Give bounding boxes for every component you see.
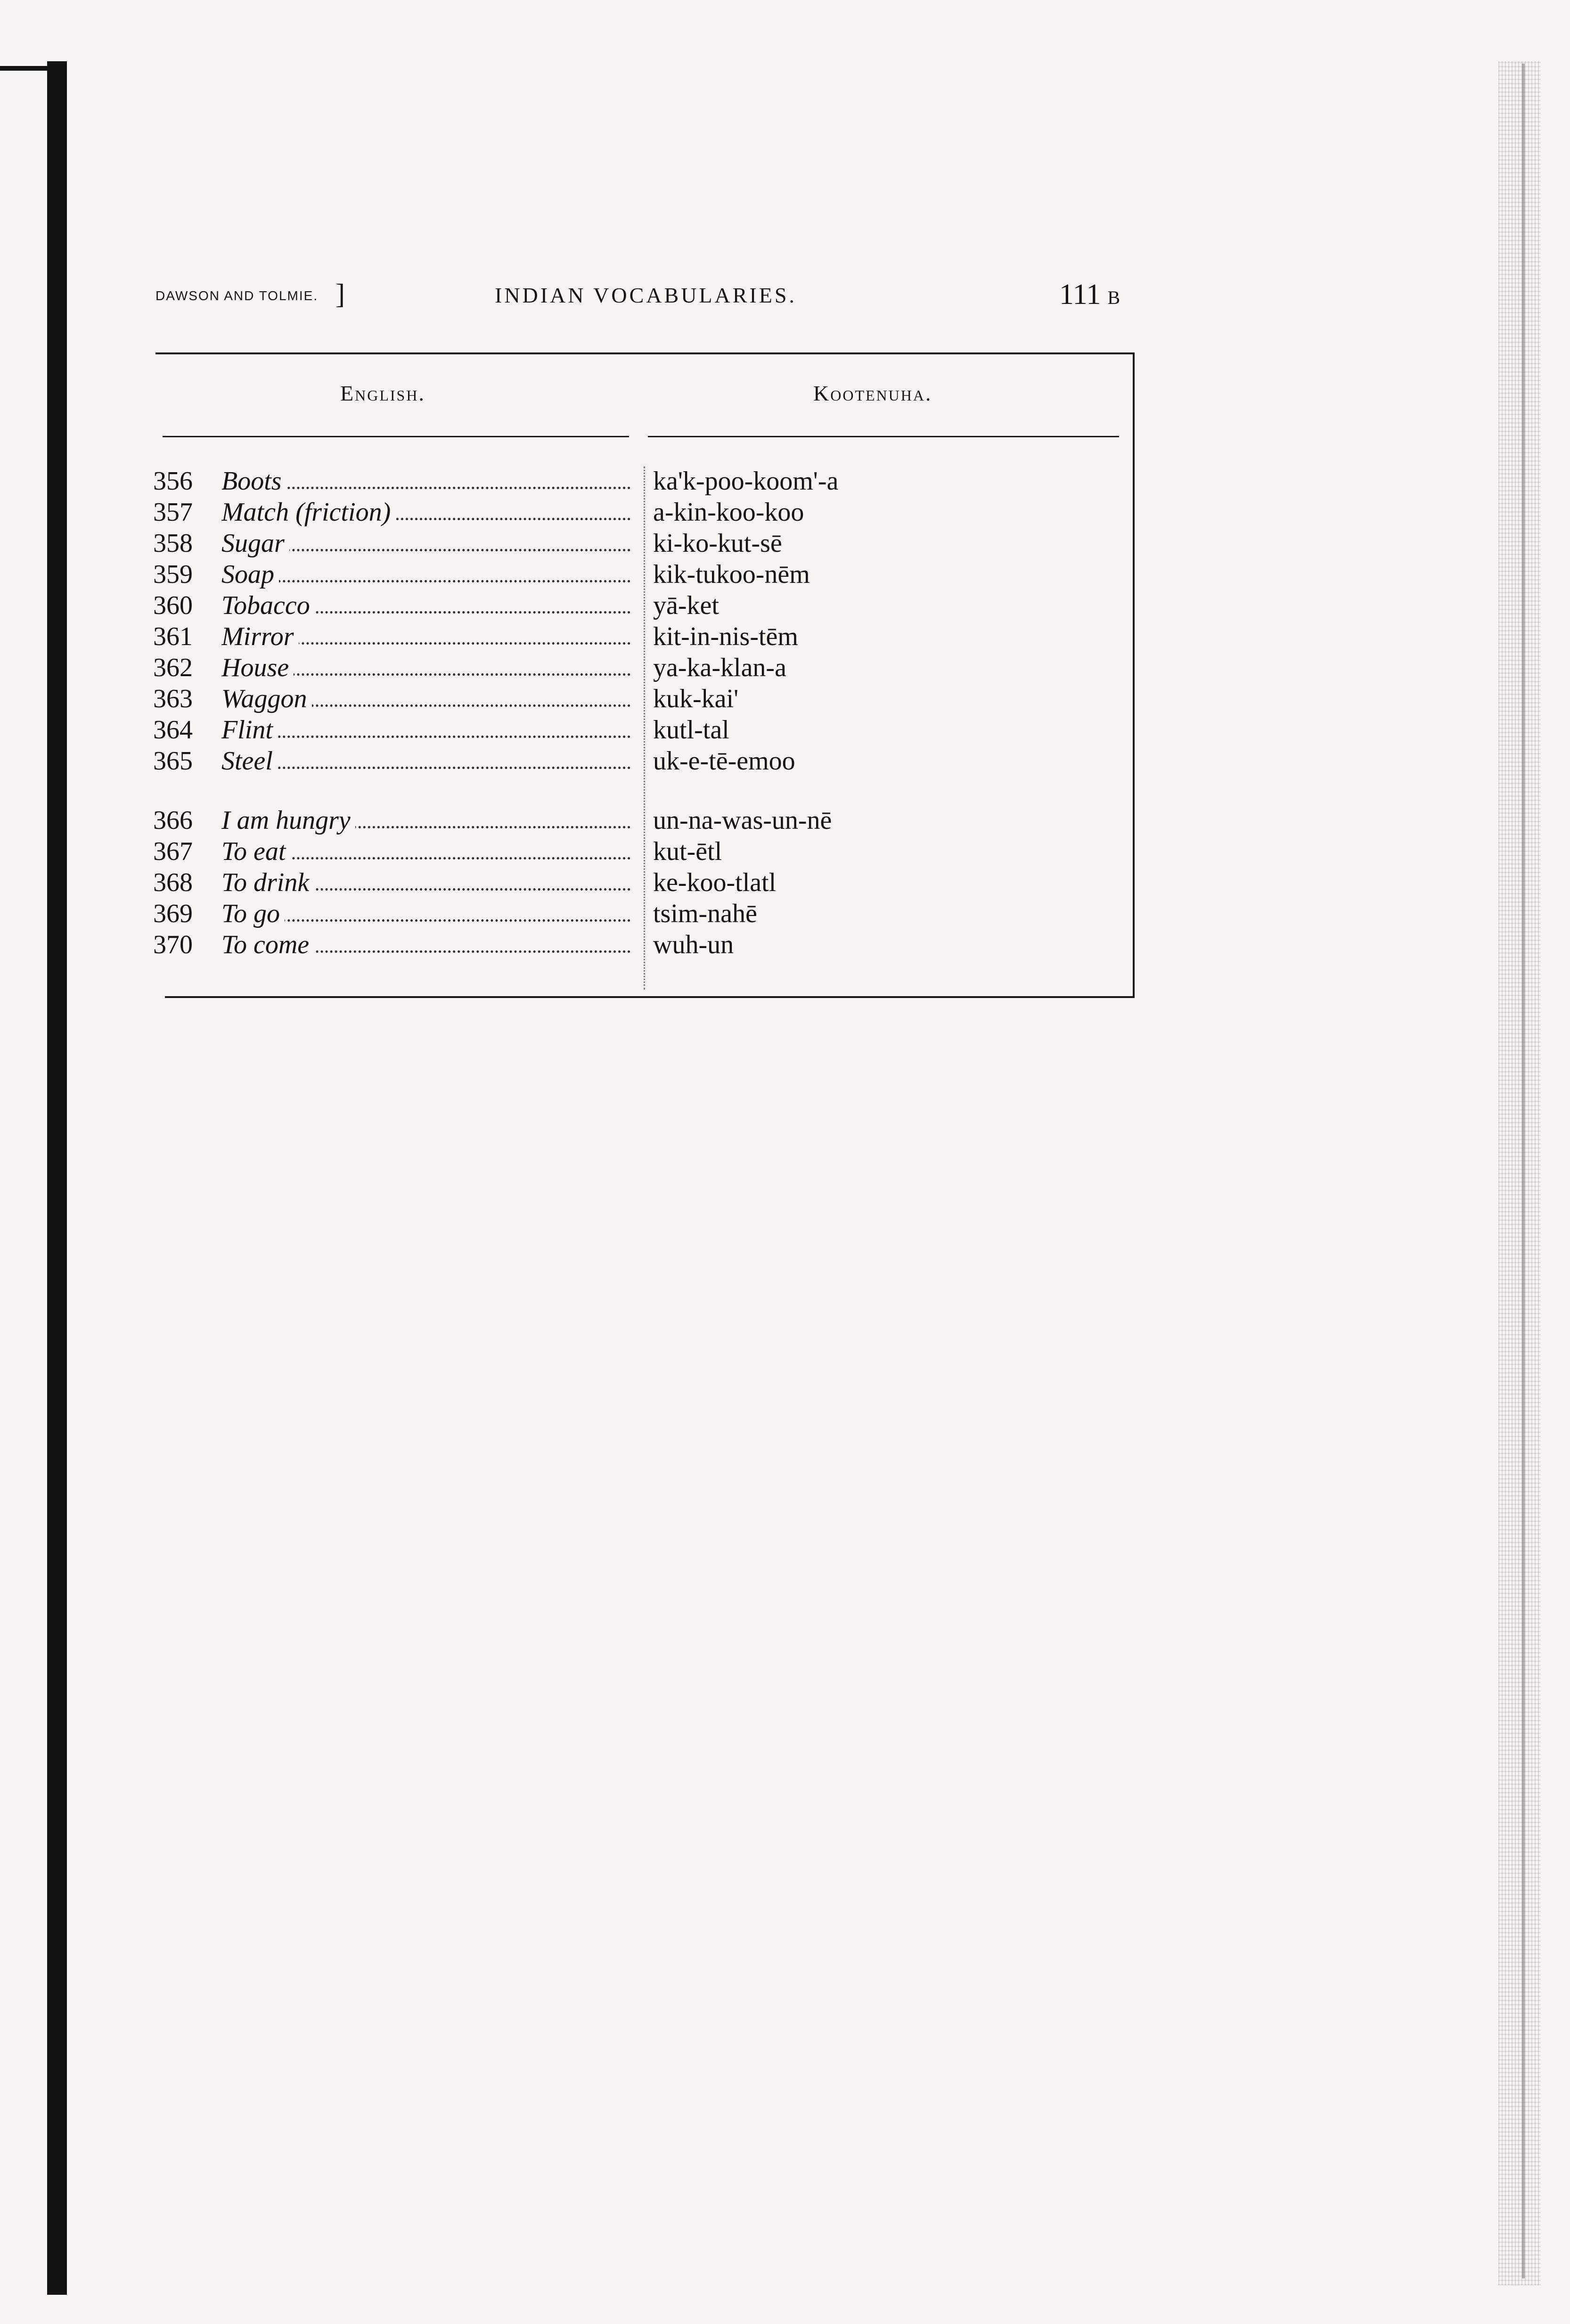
entry-number: 370: [153, 930, 193, 959]
kootenuha-term: ka'k-poo-koom'-a: [653, 466, 839, 496]
english-label: To come: [221, 930, 314, 959]
kootenuha-term: wuh-un: [653, 930, 734, 959]
entry-number: 367: [153, 837, 193, 866]
english-label: Soap: [221, 560, 279, 589]
english-term: [221, 683, 636, 714]
table-row: [0, 805, 942, 836]
english-label: Mirror: [221, 622, 299, 651]
kootenuha-term: yā-ket: [653, 591, 719, 620]
table-row: [0, 929, 942, 960]
kootenuha-term: kuk-kai': [653, 684, 739, 713]
table-row: [0, 528, 942, 559]
kootenuha-term: tsim-nahē: [653, 899, 757, 928]
entry-number: 356: [153, 466, 193, 496]
english-label: Boots: [221, 466, 286, 496]
dot-leader: [221, 580, 630, 582]
kootenuha-term: ke-koo-tlatl: [653, 868, 777, 897]
page-number-value: 111: [1059, 278, 1101, 311]
dot-leader: [221, 736, 630, 738]
entry-number: 357: [153, 498, 193, 527]
header-rule-english: [163, 436, 629, 437]
entry-number: 361: [153, 622, 193, 651]
table-row: [0, 714, 942, 745]
table-row: [0, 836, 942, 867]
kootenuha-term: a-kin-koo-koo: [653, 498, 804, 527]
english-label: Tobacco: [221, 591, 315, 620]
page-edge-line: [1522, 64, 1525, 2278]
entry-number: 362: [153, 653, 193, 682]
english-label: To eat: [221, 837, 290, 866]
table-bottom-rule: [165, 996, 1135, 998]
english-term: [221, 805, 636, 836]
entry-number: 369: [153, 899, 193, 928]
running-head: [0, 278, 1570, 320]
entry-number: 366: [153, 806, 193, 835]
english-term: [221, 898, 636, 929]
binding-edge: [47, 61, 67, 2295]
table-row: [0, 745, 942, 777]
english-label: Flint: [221, 715, 278, 745]
english-term: [221, 714, 636, 745]
english-term: [221, 590, 636, 621]
entry-number: 364: [153, 715, 193, 745]
table-row: [0, 559, 942, 590]
kootenuha-term: ya-ka-klan-a: [653, 653, 786, 682]
table-row: [0, 466, 942, 497]
page-number-suffix: B: [1107, 287, 1120, 308]
table-row: [0, 621, 942, 652]
table-top-rule: [155, 352, 1135, 354]
english-term: [221, 466, 636, 497]
table-row: [0, 652, 942, 683]
entry-number: 359: [153, 560, 193, 589]
entry-number: 363: [153, 684, 193, 713]
english-label: Waggon: [221, 684, 312, 713]
page-number: [1059, 278, 1120, 311]
dot-leader: [221, 767, 630, 769]
entry-number: 360: [153, 591, 193, 620]
english-term: [221, 867, 636, 898]
english-term: [221, 528, 636, 559]
column-header-kootenuha: Kootenuha.: [813, 381, 932, 405]
table-row: [0, 898, 942, 929]
entry-number: 365: [153, 746, 193, 776]
english-label: To drink: [221, 868, 314, 897]
kootenuha-term: kut-ētl: [653, 837, 722, 866]
english-term: [221, 621, 636, 652]
table-row: [0, 497, 942, 528]
table-row: [0, 683, 942, 714]
header-rule-kootenuha: [648, 436, 1119, 437]
english-term: [221, 652, 636, 683]
column-header-english: English.: [340, 381, 425, 405]
english-label: To go: [221, 899, 285, 928]
page-edge-texture: [1498, 61, 1541, 2285]
kootenuha-term: kik-tukoo-nēm: [653, 560, 810, 589]
english-label: I am hungry: [221, 806, 355, 835]
english-term: [221, 836, 636, 867]
english-term: [221, 559, 636, 590]
kootenuha-term: ki-ko-kut-sē: [653, 529, 782, 558]
binding-edge-tick: [0, 66, 66, 71]
kootenuha-term: uk-e-tē-emoo: [653, 746, 795, 776]
english-term: [221, 745, 636, 777]
running-head-authors: DAWSON AND TOLMIE.: [155, 288, 319, 303]
entry-number: 368: [153, 868, 193, 897]
table-right-rule: [1133, 353, 1135, 998]
english-label: House: [221, 653, 294, 682]
english-term: [221, 929, 636, 960]
table-row: [0, 590, 942, 621]
kootenuha-term: un-na-was-un-nē: [653, 806, 832, 835]
kootenuha-term: kit-in-nis-tēm: [653, 622, 798, 651]
english-label: Sugar: [221, 529, 289, 558]
english-label: Match (friction): [221, 498, 395, 527]
kootenuha-term: kutl-tal: [653, 715, 729, 745]
running-head-title: INDIAN VOCABULARIES.: [495, 283, 797, 307]
running-head-bracket: ]: [335, 278, 345, 310]
english-label: Steel: [221, 746, 278, 776]
entry-number: 358: [153, 529, 193, 558]
table-row: [0, 867, 942, 898]
english-term: [221, 497, 636, 528]
